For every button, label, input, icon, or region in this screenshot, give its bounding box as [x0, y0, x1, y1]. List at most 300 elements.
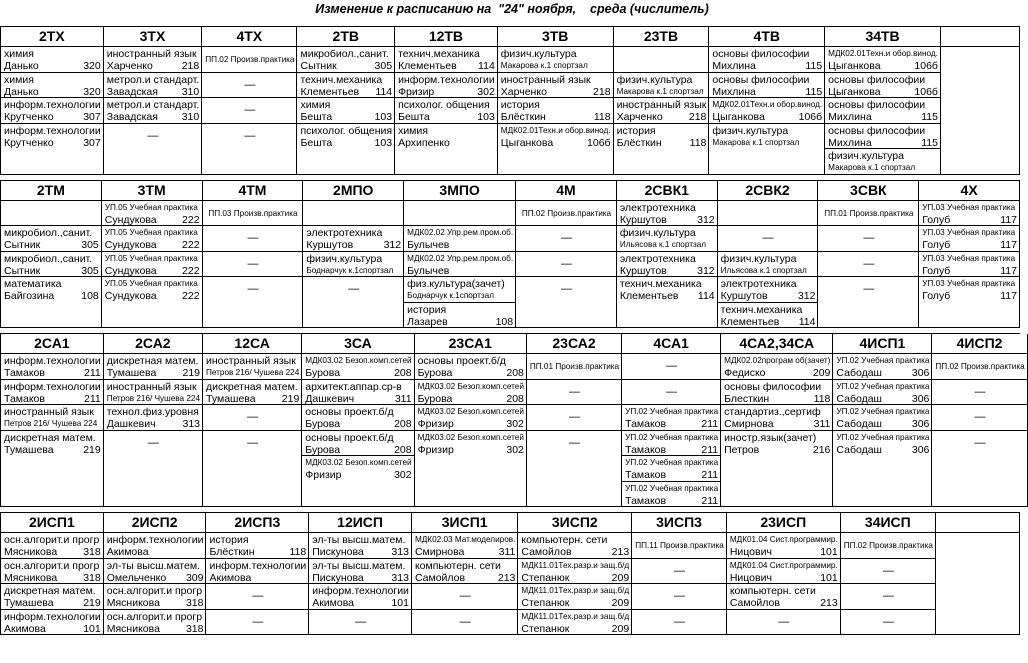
empty-dash: —: [244, 78, 256, 91]
room-number: 114: [798, 315, 816, 328]
schedule-cell: [919, 226, 1020, 252]
teacher-name: Тумашева: [4, 597, 54, 609]
teacher-name: Данько: [4, 85, 39, 98]
schedule-cell: [932, 431, 1027, 457]
subject-name: УП.05 Учебная практика: [104, 279, 198, 288]
schedule-cell: [932, 456, 1027, 482]
empty-dash: —: [863, 283, 875, 295]
room-number: 118: [813, 392, 831, 405]
subject-name: [724, 457, 830, 469]
teacher-name: Бурова: [305, 418, 341, 430]
subject-name: [836, 457, 929, 469]
group-header: 3МПО: [404, 181, 516, 201]
subject-name: УП.02 Учебная практика: [625, 432, 719, 442]
teacher-name: Самойлов: [729, 597, 780, 609]
teacher-name: Петров 216/ Чушева 224: [206, 368, 300, 377]
teacher-name: Самойлов: [414, 571, 466, 584]
teacher-name: Бурова: [305, 367, 341, 379]
teacher-line: [4, 239, 99, 251]
subject-name: информ.технологии: [209, 559, 307, 572]
room-number: 103: [477, 111, 495, 123]
teacher-name: Фризир: [417, 443, 454, 456]
schedule-cell: [412, 559, 518, 585]
subject-name: МДК03.02 Безоп.комп.сетей: [417, 381, 524, 391]
teacher-name: Цыганкова: [828, 60, 881, 72]
teacher-line: [625, 418, 718, 430]
room-number: 118: [289, 546, 307, 558]
practice-note: ПП.02 Произв.практика: [843, 541, 933, 550]
teacher-line: [828, 162, 938, 174]
schedule-cell: [102, 277, 203, 303]
teacher-line: [206, 316, 301, 328]
subject-name: метрол.и стандарт.: [106, 73, 200, 86]
teacher-line: [939, 572, 1017, 584]
subject-name: архитект.аппар.ср-в: [305, 380, 402, 393]
schedule-cell: [1, 533, 104, 559]
teacher-line: [730, 546, 838, 558]
teacher-name: Цыганкова: [500, 136, 554, 149]
subject-name: технич.механика: [720, 303, 803, 316]
schedule-cell: [841, 584, 936, 610]
teacher-name: Смирнова: [414, 546, 465, 558]
teacher-name: Петров 216/ Чушева 224: [106, 393, 201, 403]
schedule-cell: [932, 380, 1027, 406]
group-header: 2ТМ: [1, 181, 102, 201]
empty-dash: —: [560, 257, 572, 270]
schedule-cell: [303, 201, 404, 227]
subject-name: [105, 304, 200, 316]
teacher-line: [107, 572, 204, 584]
schedule-sheet: [0, 26, 1025, 662]
subject-name: химия: [398, 124, 428, 137]
teacher-line: [418, 444, 524, 456]
schedule-cell: [1, 226, 102, 252]
group-header: 34ИСП: [841, 513, 936, 533]
teacher-line: [418, 495, 524, 507]
teacher-name: Ильясова к.1 спортзал: [720, 265, 807, 275]
schedule-cell: [516, 226, 617, 252]
schedule-cell: [617, 303, 718, 329]
schedule-cell: [404, 252, 516, 278]
schedule-cell: [1, 456, 104, 482]
subject-name: иностранный язык: [206, 355, 296, 367]
schedule-block: [0, 512, 1020, 635]
teacher-name: Тамаков: [4, 392, 45, 405]
schedule-cell: [709, 124, 825, 150]
subject-name: химия: [4, 73, 34, 86]
teacher-line: [306, 316, 401, 328]
subject-name: информ.технологии: [4, 380, 101, 393]
empty-dash: —: [569, 385, 580, 398]
schedule-cell: [833, 431, 932, 457]
subject-name: психолог. общения: [398, 99, 490, 111]
subject-name: МДК11.01Тех.разр.и защ.б/д: [521, 586, 630, 595]
empty-dash: —: [247, 257, 259, 270]
subject-name: [939, 585, 1017, 597]
schedule-cell: [404, 226, 516, 252]
schedule-cell: [718, 201, 819, 227]
subject-name: химия: [300, 99, 331, 111]
teacher-name: Блесткин: [724, 392, 770, 405]
teacher-name: Пискунова: [312, 571, 364, 584]
room-number: 108: [81, 290, 99, 302]
teacher-line: [4, 137, 101, 149]
teacher-line: [620, 265, 715, 277]
teacher-line: [305, 495, 411, 507]
subject-name: [418, 483, 524, 495]
teacher-name: Ницович: [729, 571, 772, 584]
subject-name: МДК02.01Техн.и обор.винод.: [828, 49, 938, 58]
teacher-line: [721, 265, 816, 277]
subject-name: МДК02.02 Упр.рем.пром.об.: [407, 228, 514, 237]
subject-name: МДК01.04 Сист.программир.: [729, 560, 838, 570]
subject-name: [519, 304, 614, 316]
group-header: 3ИСП1: [412, 513, 518, 533]
schedule-cell: [941, 124, 1020, 150]
room-number: 106б: [914, 85, 938, 98]
subject-name: [530, 457, 619, 469]
room-number: 312: [697, 213, 715, 226]
schedule-cell: [1, 380, 104, 406]
teacher-name: Клементьев: [300, 85, 360, 98]
room-number: 222: [182, 264, 200, 277]
schedule-cell: [415, 354, 527, 380]
teacher-line: [617, 60, 707, 72]
schedule-cell: [498, 124, 614, 150]
schedule-cell: [709, 73, 825, 99]
subject-name: основы философии: [724, 380, 822, 393]
teacher-line: [620, 214, 715, 226]
group-header: 2СА1: [1, 334, 104, 354]
subject-name: физич.культура: [712, 124, 789, 137]
teacher-name: Харченко: [500, 85, 547, 98]
teacher-name: Завадская: [106, 111, 158, 123]
teacher-line: [922, 214, 1017, 226]
schedule-cell: [104, 47, 203, 73]
subject-name: [944, 74, 1017, 86]
schedule-cell: [1, 98, 104, 124]
subject-name: [617, 150, 707, 162]
subject-name: информ.технологии: [4, 610, 101, 623]
schedule-cell: [718, 303, 819, 329]
subject-name: [939, 560, 1017, 572]
schedule-cell: [936, 559, 1020, 585]
subject-name: [836, 483, 929, 495]
subject-name: [944, 150, 1017, 162]
teacher-line: [398, 137, 495, 149]
subject-name: [418, 457, 524, 469]
teacher-line: [398, 162, 495, 174]
empty-dash: —: [459, 615, 471, 628]
schedule-cell: [518, 584, 632, 610]
room-number: 103: [374, 136, 393, 149]
teacher-line: [107, 86, 200, 98]
teacher-name: Харченко: [106, 60, 153, 72]
teacher-line: [306, 214, 401, 226]
schedule-cell: [202, 98, 297, 124]
subject-name: основы философии: [712, 73, 810, 86]
teacher-line: [836, 469, 929, 481]
schedule-cell: [614, 149, 710, 175]
schedule-cell: [1, 73, 104, 99]
teacher-line: [4, 623, 101, 635]
subject-name: [306, 202, 401, 214]
empty-dash: —: [666, 385, 678, 398]
group-header: 3СА: [302, 334, 414, 354]
teacher-name: Тамаков: [625, 494, 667, 507]
subject-name: [305, 483, 411, 495]
teacher-line: [105, 214, 200, 226]
teacher-line: [620, 239, 715, 251]
teacher-name: Бешта: [300, 136, 333, 149]
group-header: 2ТВ: [297, 27, 395, 47]
schedule-cell: [102, 226, 203, 252]
empty-dash: —: [674, 615, 686, 628]
teacher-line: [4, 572, 101, 584]
teacher-name: Мясникова: [4, 571, 58, 584]
subject-name: [935, 483, 1024, 495]
teacher-line: [519, 316, 614, 328]
schedule-cell: [1, 610, 104, 636]
schedule-cell: [919, 303, 1020, 329]
teacher-name: Сабодаш: [836, 418, 882, 430]
room-number: 312: [383, 239, 402, 251]
room-number: 103: [374, 111, 393, 123]
room-number: 218: [181, 60, 200, 72]
schedule-cell: [1, 354, 104, 380]
teacher-line: [105, 316, 200, 328]
empty-dash: —: [147, 129, 159, 142]
schedule-cell: [727, 533, 841, 559]
teacher-line: [617, 137, 707, 149]
schedule-cell: [833, 482, 932, 508]
schedule-cell: [1, 124, 104, 150]
room-number: 106б: [914, 60, 938, 72]
group-header: 23ТВ: [614, 27, 710, 47]
schedule-cell: [721, 405, 833, 431]
empty-dash: —: [244, 104, 256, 116]
schedule-cell: [721, 431, 833, 457]
room-number: 320: [83, 60, 101, 72]
room-number: 117: [1000, 213, 1017, 226]
teacher-name: Голуб: [922, 264, 951, 277]
teacher-line: [105, 239, 200, 251]
subject-name: МДК02.01Техн.и обор.винод.: [712, 100, 823, 109]
schedule-cell: [203, 303, 304, 329]
empty-dash: —: [348, 283, 360, 295]
subject-name: [922, 304, 1017, 316]
subject-name: основы философии: [828, 124, 926, 137]
schedule-cell: [395, 98, 498, 124]
room-number: 313: [182, 418, 201, 430]
subject-name: химия: [4, 48, 34, 60]
schedule-cell: [302, 380, 414, 406]
room-number: 306: [911, 443, 930, 456]
subject-name: микробиол.,санит.: [4, 227, 93, 239]
schedule-cell: [415, 482, 527, 508]
teacher-line: [828, 137, 938, 149]
room-number: 209: [611, 622, 630, 635]
schedule-cell: [516, 303, 617, 329]
teacher-line: [107, 597, 204, 609]
empty-dash: —: [778, 615, 790, 628]
teacher-name: Сундукова: [104, 264, 157, 277]
schedule-cell: [941, 149, 1020, 175]
teacher-line: [306, 239, 401, 251]
teacher-name: Михлина: [712, 60, 756, 72]
schedule-block: [0, 333, 1025, 507]
group-header: 4ТВ: [709, 27, 825, 47]
teacher-line: [724, 367, 830, 379]
subject-name: МДК02.01Техн.и обор.винод.: [500, 125, 611, 135]
room-number: 310: [181, 111, 200, 123]
teacher-line: [617, 86, 707, 98]
subject-name: физич.культура: [306, 252, 383, 265]
teacher-line: [305, 444, 411, 456]
teacher-line: [107, 111, 200, 123]
schedule-cell: [302, 354, 414, 380]
schedule-cell: [709, 98, 825, 124]
group-header: [936, 513, 1020, 533]
schedule-cell: [932, 405, 1027, 431]
subject-name: технич.механика: [619, 278, 702, 290]
group-header: 4ТХ: [202, 27, 297, 47]
teacher-name: Дашкевич: [106, 418, 156, 430]
room-number: 118: [593, 111, 611, 123]
teacher-name: Петров 216/ Чушева 224: [4, 419, 98, 428]
teacher-line: [617, 162, 707, 174]
subject-name: дискретная матем.: [4, 585, 96, 597]
schedule-cell: [415, 405, 527, 431]
empty-dash: —: [560, 232, 572, 244]
subject-name: метрол.и стандарт.: [106, 99, 200, 111]
subject-name: МДК01.04 Сист.программир.: [729, 535, 838, 544]
room-number: 218: [593, 85, 611, 98]
schedule-cell: [203, 405, 302, 431]
teacher-line: [4, 495, 101, 507]
schedule-cell: [721, 354, 833, 380]
room-number: 305: [81, 239, 99, 251]
room-number: 218: [688, 111, 707, 123]
schedule-cell: [203, 277, 304, 303]
room-number: 313: [391, 546, 409, 558]
teacher-line: [730, 572, 838, 584]
subject-name: история: [407, 303, 447, 316]
empty-dash: —: [560, 283, 572, 295]
schedule-cell: [617, 277, 718, 303]
schedule-cell: [206, 610, 309, 636]
subject-name: дискретная матем.: [106, 355, 199, 367]
teacher-line: [300, 137, 392, 149]
schedule-cell: [395, 47, 498, 73]
teacher-line: [4, 265, 99, 277]
schedule-cell: [919, 201, 1020, 227]
subject-name: микробиол.,санит.: [4, 252, 93, 265]
teacher-name: Михлина: [828, 136, 872, 149]
teacher-line: [712, 137, 822, 149]
subject-name: осн.алгорит.и прогр: [4, 559, 100, 572]
room-number: 219: [83, 443, 101, 456]
schedule-cell: [415, 431, 527, 457]
subject-name: УП.02 Учебная практика: [836, 356, 930, 365]
teacher-line: [944, 111, 1017, 123]
subject-name: УП.02 Учебная практика: [625, 483, 719, 493]
teacher-name: Цыганкова: [828, 85, 881, 98]
subject-name: УП.02 Учебная практика: [836, 432, 930, 442]
schedule-cell: [527, 482, 622, 508]
schedule-cell: [297, 47, 395, 73]
subject-name: [501, 150, 611, 162]
room-number: 117: [1000, 290, 1017, 302]
teacher-line: [418, 469, 524, 481]
page-title: Изменение к расписанию на "24" ноября, среда (числитель): [315, 2, 709, 16]
schedule-cell: [498, 47, 614, 73]
empty-dash: —: [252, 590, 264, 602]
teacher-line: [939, 546, 1017, 558]
schedule-cell: [622, 405, 721, 431]
subject-name: электротехника: [619, 252, 696, 265]
subject-name: УП.05 Учебная практика: [104, 202, 198, 212]
subject-name: информ.технологии: [4, 99, 101, 111]
teacher-line: [712, 86, 822, 98]
subject-name: [206, 483, 299, 495]
teacher-line: [530, 495, 619, 507]
teacher-name: Сабодаш: [836, 443, 882, 456]
group-header: 23ИСП: [727, 513, 841, 533]
teacher-line: [836, 393, 929, 405]
room-number: 302: [394, 469, 412, 481]
room-number: 101: [391, 597, 409, 609]
teacher-line: [107, 60, 200, 72]
schedule-cell: [297, 73, 395, 99]
group-header: 4М: [516, 181, 617, 201]
subject-name: [306, 304, 401, 316]
teacher-line: [407, 290, 513, 302]
subject-name: МДК02.02 Упр.рем.пром.об.: [407, 253, 514, 263]
schedule-cell: [919, 252, 1020, 278]
schedule-block: [0, 180, 1020, 329]
group-header: 3ИСП2: [518, 513, 632, 533]
teacher-line: [105, 265, 200, 277]
empty-dash: —: [569, 436, 580, 449]
teacher-line: [305, 469, 411, 481]
empty-dash: —: [244, 129, 256, 142]
schedule-cell: [527, 405, 622, 431]
teacher-name: Боднарчук к.1спортзал: [407, 291, 495, 300]
subject-name: [620, 304, 715, 316]
teacher-line: [944, 162, 1017, 174]
subject-name: физич.культура: [616, 73, 693, 86]
schedule-cell: [841, 559, 936, 585]
teacher-name: Завадская: [106, 85, 158, 98]
group-header: 2ИСП2: [104, 513, 207, 533]
schedule-cell: [516, 201, 617, 227]
schedule-cell: [1, 559, 104, 585]
schedule-cell: [104, 98, 203, 124]
teacher-name: Куршутов: [720, 290, 768, 302]
schedule-cell: [206, 533, 309, 559]
teacher-line: [625, 444, 718, 456]
teacher-line: [415, 572, 515, 584]
room-number: 115: [805, 85, 823, 98]
teacher-name: Тамаков: [625, 443, 667, 456]
teacher-line: [4, 393, 101, 405]
teacher-line: [521, 546, 629, 558]
teacher-name: Мясникова: [106, 622, 160, 635]
group-header: 4Х: [919, 181, 1020, 201]
subject-name: УП.02 Учебная практика: [625, 458, 719, 467]
subject-name: [206, 457, 299, 469]
